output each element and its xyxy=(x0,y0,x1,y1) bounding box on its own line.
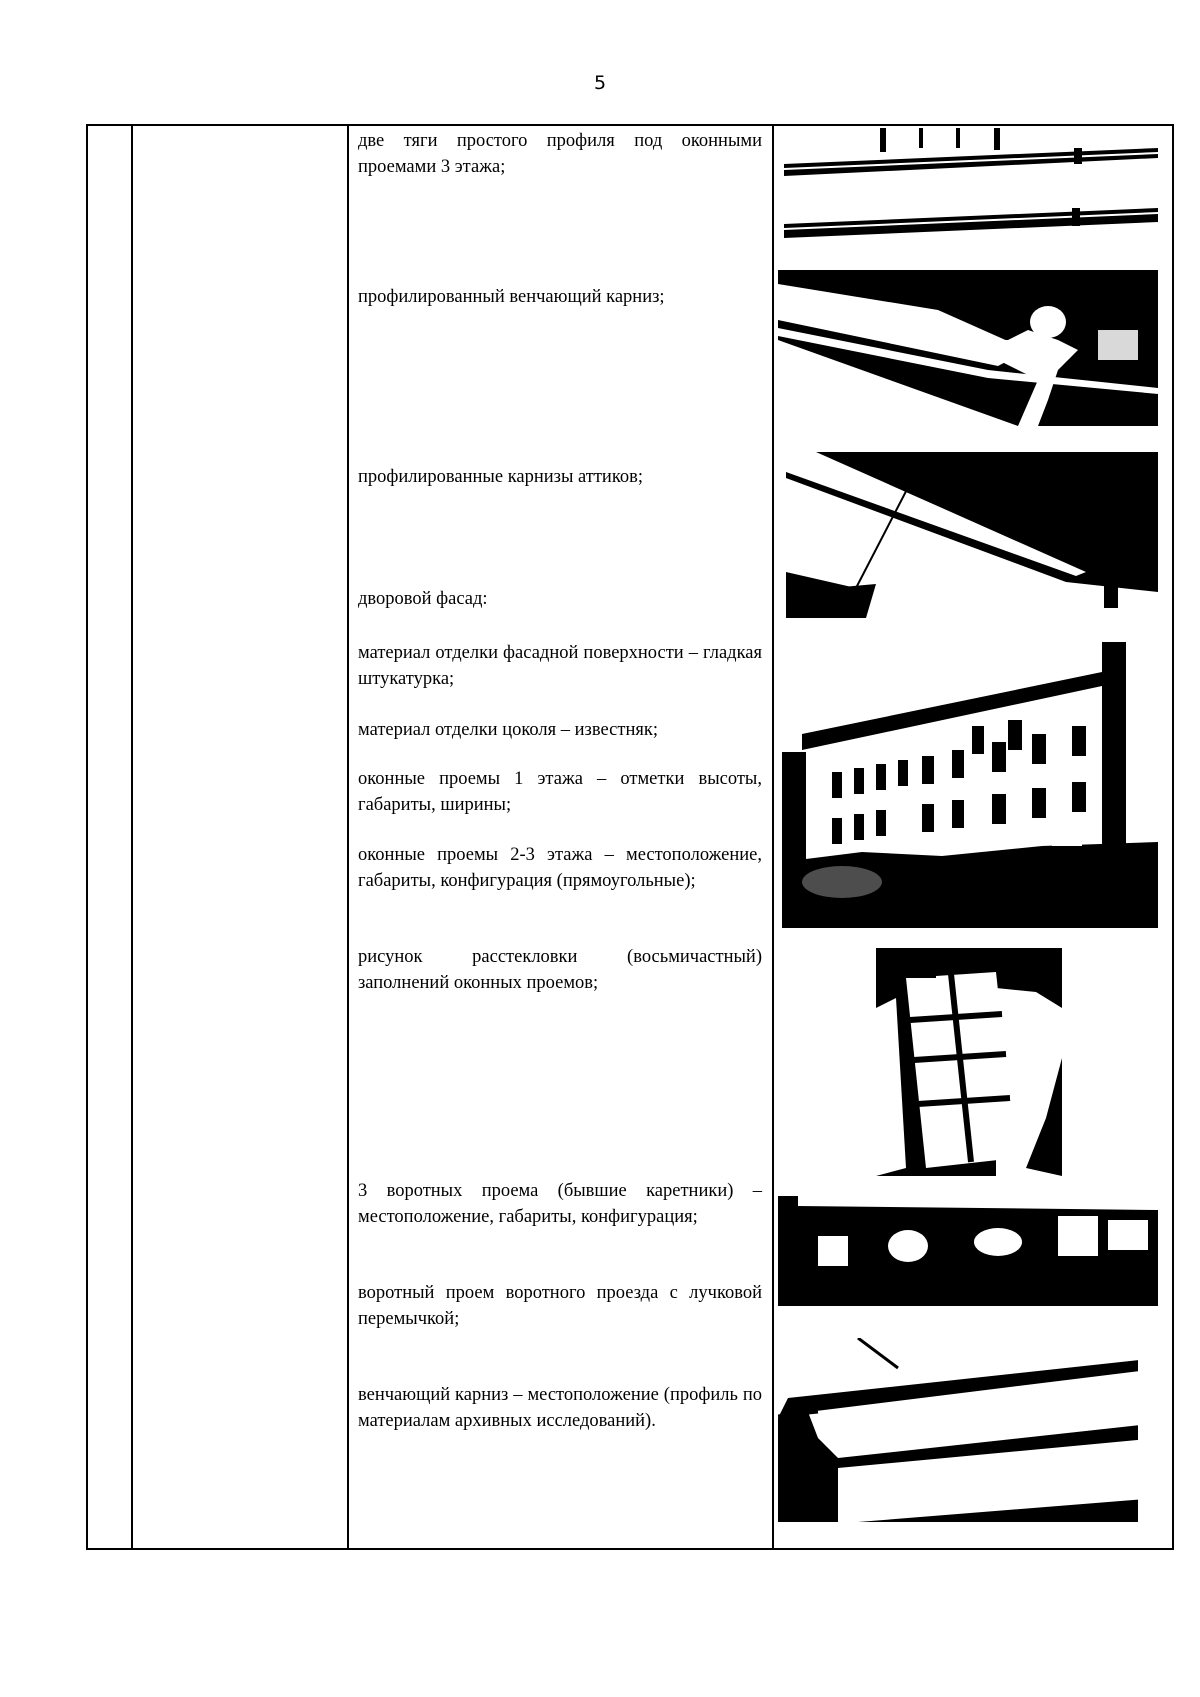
item-text-crowning-cornice: профилированный венчающий карниз; xyxy=(358,287,665,307)
table-column-divider xyxy=(347,124,349,1550)
photo-courtyard-facade xyxy=(782,642,1158,928)
item-text-windows-floor1: оконные проемы 1 этажа – отметки высоты, габариты, ширины; xyxy=(358,769,762,815)
photo-attic-cornices xyxy=(786,452,1158,618)
item-text-attic-cornices: профилированные карнизы аттиков; xyxy=(358,467,643,487)
page-number: 5 xyxy=(593,72,607,94)
item-text-gateway-arch: воротный проем воротного проезда с лучковой перемычкой; xyxy=(358,1283,762,1329)
table-column-divider xyxy=(772,124,774,1550)
item-text-courtyard-facade: дворовой фасад: xyxy=(358,589,488,609)
item-text-facade-finish: материал отделки фасадной поверхности – гладкая штукатурка; xyxy=(358,643,762,689)
photo-crowning-cornice xyxy=(778,270,1158,426)
photo-courtyard-cornice xyxy=(778,1338,1158,1522)
item-text-gate-openings: 3 воротных проема (бывшие каретники) – местоположение, габариты, конфигурация; xyxy=(358,1181,762,1227)
item-text-string-courses: две тяги простого профиля под оконными проемами 3 этажа; xyxy=(358,131,762,177)
item-text-glazing-pattern: рисунок расстекловки (восьмичастный) заполнений оконных проемов; xyxy=(358,947,762,993)
item-text-plinth-finish: материал отделки цоколя – известняк; xyxy=(358,720,658,740)
table-column-divider xyxy=(131,124,133,1550)
item-text-windows-floor2-3: оконные проемы 2-3 этажа – местоположение, габариты, конфигурация (прямоугольные); xyxy=(358,845,762,891)
item-text-courtyard-cornice: венчающий карниз – местоположение (профиль по материалам архивных исследований). xyxy=(358,1385,762,1431)
photo-string-courses xyxy=(784,126,1158,242)
photo-gate-openings xyxy=(778,1196,1158,1306)
photo-window-glazing xyxy=(876,948,1062,1176)
